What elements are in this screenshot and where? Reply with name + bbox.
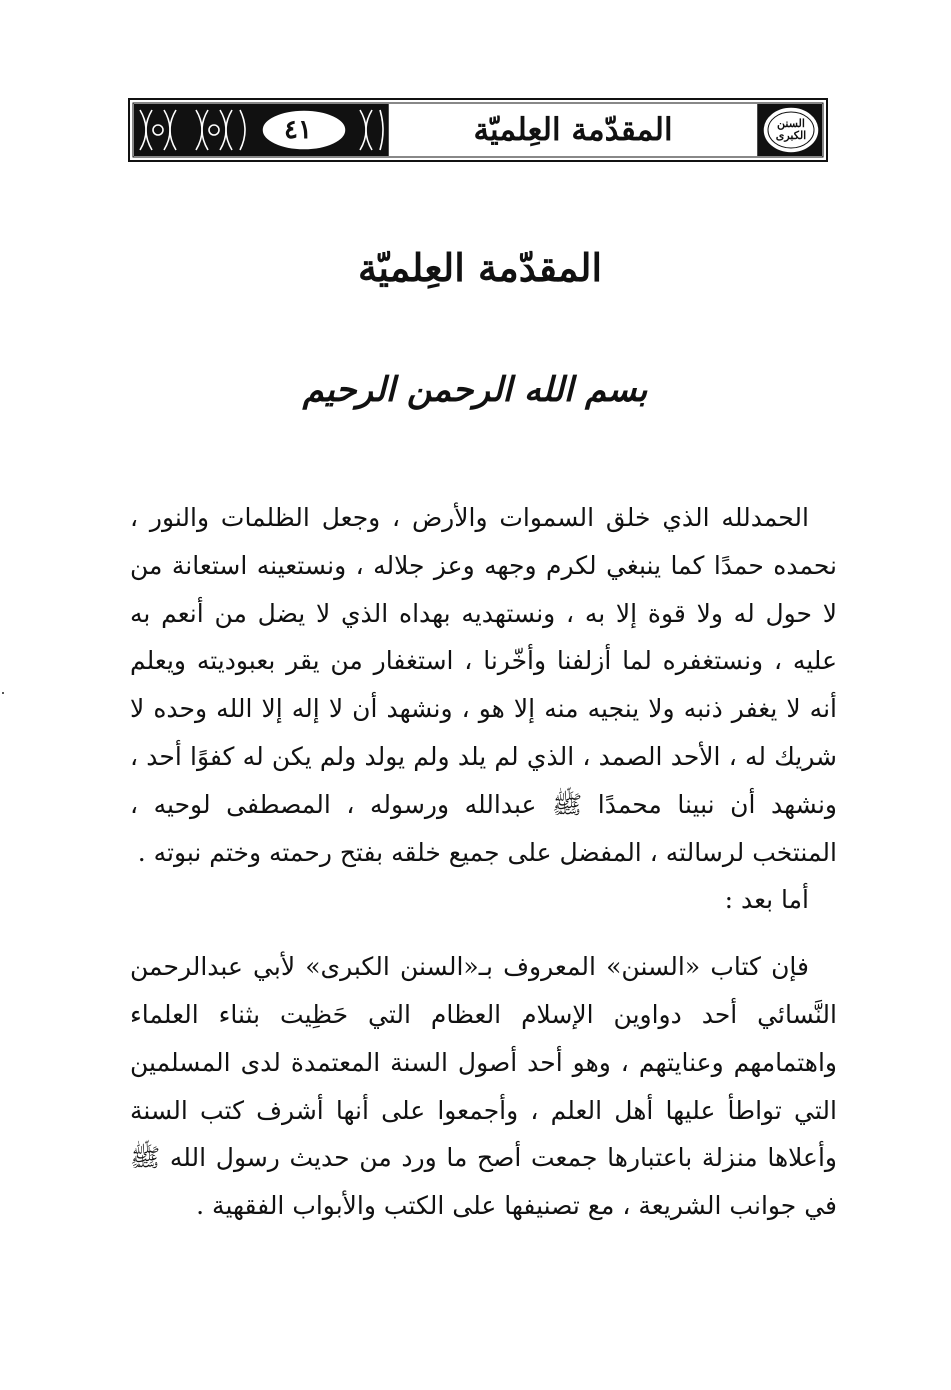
chapter-title: المقدّمة العِلميّة bbox=[357, 244, 603, 290]
book-emblem-icon: السنن الكبرى bbox=[775, 116, 807, 142]
paragraph-sunan-intro: فإن كتاب «السنن» المعروف بـ«السنن الكبرى» لأبي عبدالرحمن النَّسائي أحد دواوين الإسلام العظام التي حَظِيت بثناء العلماء واهتمامهم وعنايتهم ، وهو أحد أصول السنة المعتمدة لدى المسلمين التي تواطأ عليها أهل العلم ، وأجمعوا على أنها أشرف كتب السنة وأعلاها منزلة باعتبارها جمعت أصح ما ورد من حديث رسول الله ﷺ في جوانب الشريعة ، مع تصنيفها على الكتب والأبواب الفقهية . bbox=[130, 952, 837, 1221]
scan-speck bbox=[2, 692, 4, 694]
basmala-calligraphy: بسم الله الرحمن الرحيم bbox=[302, 370, 648, 410]
paragraph-opening: الحمدلله الذي خلق السموات والأرض ، وجعل الظلمات والنور ، نحمده حمدًا كما ينبغي لكرم وجهه وعز جلاله ، ونستعينه استعانة من لا حول له ولا قوة إلا به ، ونستهديه بهداه الذي لا يضل من أنعم به عليه ، ونستغفره لما أزلفنا وأخّرنا ، استغفار من يقر بعبوديته ويعلم أنه لا يغفر ذنبه ولا ينجيه منه إلا هو ، ونشهد أن لا إله إلا الله وحده لا شريك له ، الأحد الصمد ، الذي لم يلد ولم يولد ولم يكن له كفوًا أحد ، ونشهد أن نبينا محمدًا ﷺ عبدالله ورسوله ، المصطفى لوحيه ، المنتخب لرسالته ، المفضل على جميع خلقه بفتح رحمته وختم نبوته . bbox=[130, 503, 837, 867]
page-number: ٤١ bbox=[284, 115, 312, 145]
running-title: المقدّمة العِلميّة bbox=[473, 112, 673, 148]
running-header bbox=[128, 98, 828, 162]
body-text bbox=[130, 494, 837, 1230]
paragraph-amma-baad: أما بعد : bbox=[724, 885, 809, 915]
